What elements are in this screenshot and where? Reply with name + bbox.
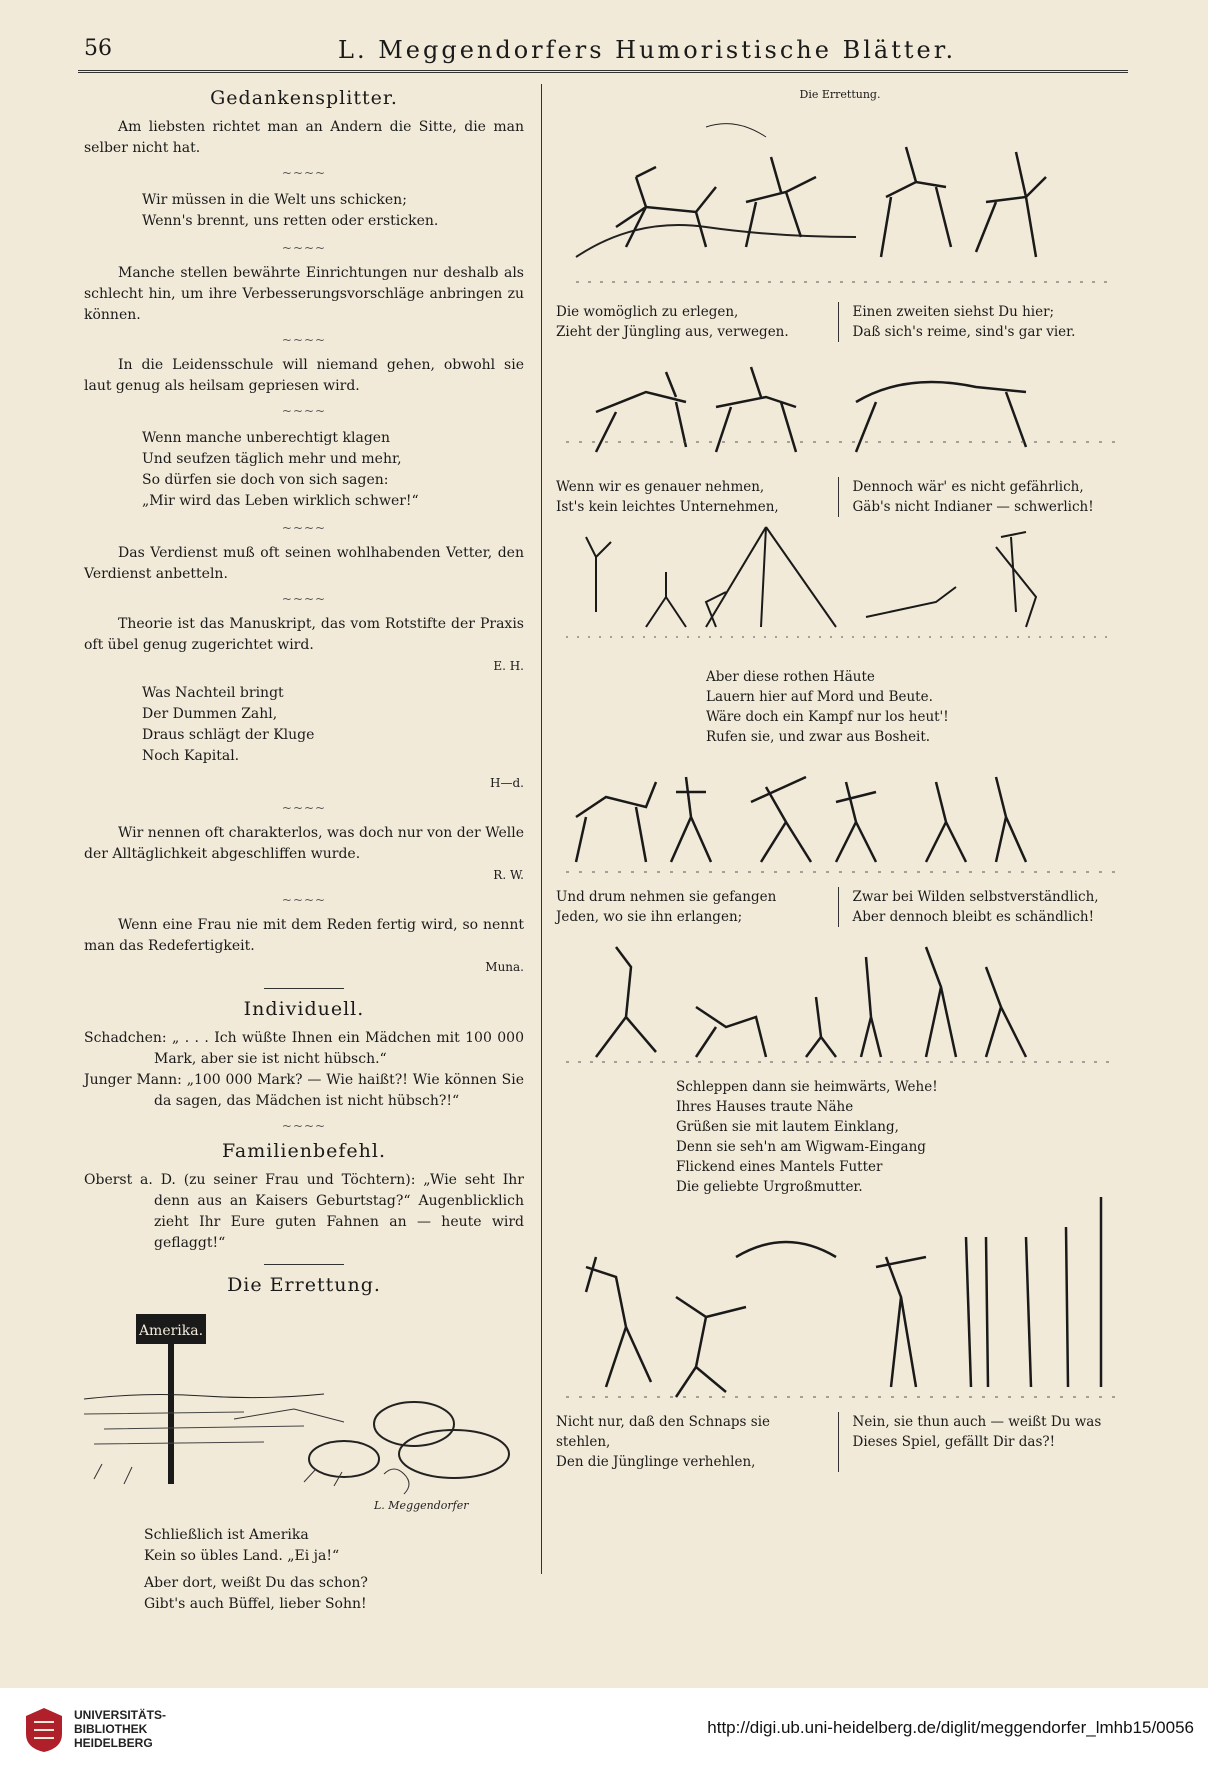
separator: ~~~~ <box>281 893 327 907</box>
separator: ~~~~ <box>281 404 327 418</box>
left-column <box>84 84 524 1621</box>
caption-line: Rufen sie, und zwar aus Bosheit. <box>706 729 931 745</box>
caption-line: Wäre doch ein Kampf nur los heut'! <box>706 709 949 725</box>
caption-line: Ihres Hauses traute Nähe <box>676 1099 854 1115</box>
source-url-link[interactable]: http://digi.ub.uni-heidelberg.de/diglit/meggendorfer_lmhb15/0056 <box>707 1718 1194 1737</box>
library-name-line: UNIVERSITÄTS- <box>74 1708 167 1722</box>
verse-line: „Mir wird das Leben wirklich schwer!“ <box>142 493 419 509</box>
caption-line: Daß sich's reime, sind's gar vier. <box>852 324 1076 340</box>
verse-line: Wenn's brennt, uns retten oder ersticken. <box>142 213 439 229</box>
separator: ~~~~ <box>281 333 327 347</box>
verse <box>142 683 524 767</box>
verse-line: Wenn manche unberechtigt klagen <box>142 430 391 446</box>
separator: ~~~~ <box>281 521 327 535</box>
author-sign: Muna. <box>485 960 524 974</box>
separator: ~~~~ <box>281 592 327 606</box>
verse-line: Aber dort, weißt Du das schon? <box>144 1575 368 1591</box>
aphorism: Wenn eine Frau nie mit dem Reden fertig wird, so nennt man das Redefertigkeit. <box>84 917 524 954</box>
caption-line: Und drum nehmen sie gefangen <box>556 889 777 905</box>
aphorism: Am liebsten richtet man an Andern die Sitte, die man selber nicht hat. <box>84 119 524 156</box>
verse <box>144 1525 524 1567</box>
verse-line: Der Dummen Zahl, <box>142 706 278 722</box>
section-title-gedankensplitter: Gedankensplitter. <box>210 87 398 109</box>
caption-row <box>556 302 1124 342</box>
section-rule <box>264 1264 344 1265</box>
author-sign: R. W. <box>493 868 524 882</box>
cartoon-panel-homecoming <box>556 927 1124 1077</box>
section-rule <box>264 988 344 989</box>
page-number: 56 <box>84 36 112 61</box>
cartoon-panel-hunt <box>556 342 1124 477</box>
caption-line: Die geliebte Urgroßmutter. <box>676 1179 863 1195</box>
verse-line: Was Nachteil bringt <box>142 685 284 701</box>
caption-line: Ist's kein leichtes Unternehmen, <box>556 499 779 515</box>
verse <box>142 190 524 232</box>
caption-line: Schleppen dann sie heimwärts, Wehe! <box>676 1079 938 1095</box>
separator: ~~~~ <box>281 1119 327 1133</box>
aphorism: Wir nennen oft charakterlos, was doch nur von der Welle der Alltäglichkeit abgeschliffen wurde. <box>84 825 524 862</box>
cartoon-panel-riders <box>556 107 1124 302</box>
caption-block <box>676 1077 1124 1197</box>
caption-line: Die womöglich zu erlegen, <box>556 304 739 320</box>
caption-row <box>556 1412 1124 1472</box>
caption-line: Aber diese rothen Häute <box>706 669 875 685</box>
caption-line: Dennoch wär' es nicht gefährlich, <box>852 479 1084 495</box>
amerika-illustration <box>84 1304 524 1519</box>
verse-line: Wir müssen in die Welt uns schicken; <box>142 192 407 208</box>
caption-block <box>706 667 1124 747</box>
dialog-line: Junger Mann: „100 000 Mark? — Wie haißt?! Wie können Sie da sagen, das Mädchen ist nicht hübsch?!“ <box>84 1072 524 1109</box>
library-name-line: BIBLIOTHEK <box>74 1722 148 1736</box>
aphorism: Theorie ist das Manuskript, das vom Rotstifte der Praxis oft übel genug zugerichtet wird. <box>84 616 524 653</box>
verse-line: Kein so übles Land. „Ei ja!“ <box>144 1548 340 1564</box>
running-title: L. Meggendorfers Humoristische Blätter. <box>338 36 957 64</box>
separator: ~~~~ <box>281 166 327 180</box>
library-name <box>74 1708 166 1750</box>
artist-signature: L. Meggendorfer <box>374 1499 469 1512</box>
separator: ~~~~ <box>281 241 327 255</box>
caption-line: Gäb's nicht Indianer — schwerlich! <box>852 499 1094 515</box>
verse <box>142 428 524 512</box>
caption-line: Grüßen sie mit lautem Einklang, <box>676 1119 899 1135</box>
caption-row <box>556 477 1124 517</box>
caption-line: Den die Jünglinge verhehlen, <box>556 1454 756 1470</box>
right-column <box>556 84 1124 1472</box>
cartoon-panel-capture <box>556 747 1124 887</box>
section-title-individuell: Individuell. <box>243 998 365 1020</box>
caption-line: Nicht nur, daß den Schnaps sie stehlen, <box>556 1414 771 1450</box>
caption-row <box>556 887 1124 927</box>
caption-line: Dieses Spiel, gefällt Dir das?! <box>852 1434 1056 1450</box>
verse-line: Draus schlägt der Kluge <box>142 727 315 743</box>
caption-line: Flickend eines Mantels Futter <box>676 1159 883 1175</box>
cartoon-panel-shootout <box>556 1197 1124 1412</box>
strip-title: Die Errettung. <box>799 88 881 101</box>
footer-bar <box>0 1688 1208 1772</box>
caption-line: Einen zweiten siehst Du hier; <box>852 304 1055 320</box>
separator: ~~~~ <box>281 801 327 815</box>
verse-line: Gibt's auch Büffel, lieber Sohn! <box>144 1596 367 1612</box>
caption-line: Wenn wir es genauer nehmen, <box>556 479 765 495</box>
aphorism: Manche stellen bewährte Einrichtungen nur deshalb als schlecht hin, um ihre Verbesserungsvorschläge anbringen zu können. <box>84 265 524 323</box>
author-sign: E. H. <box>493 659 524 673</box>
aphorism: In die Leidensschule will niemand gehen, obwohl sie laut genug als heilsam gepriesen wird. <box>84 357 524 394</box>
author-sign: H—d. <box>490 776 524 790</box>
library-logo-icon <box>22 1706 66 1754</box>
section-title-familienbefehl: Familienbefehl. <box>222 1140 386 1162</box>
caption-line: Zwar bei Wilden selbstverständlich, <box>852 889 1099 905</box>
column-divider <box>541 84 542 1574</box>
library-name-line: HEIDELBERG <box>74 1736 153 1750</box>
caption-line: Aber dennoch bleibt es schändlich! <box>852 909 1095 925</box>
verse-line: Und seufzen täglich mehr und mehr, <box>142 451 402 467</box>
dialog-line: Oberst a. D. (zu seiner Frau und Töchtern): „Wie seht Ihr denn aus an Kaisers Geburtstag?“ Augenblicklich zieht Ihr Eure guten Fahnen an — heute wird geflaggt!“ <box>84 1172 524 1251</box>
caption-line: Jeden, wo sie ihn erlangen; <box>556 909 743 925</box>
verse-line: Noch Kapital. <box>142 748 240 764</box>
verse <box>144 1573 524 1615</box>
caption-line: Denn sie seh'n am Wigwam-Eingang <box>676 1139 926 1155</box>
caption-line: Zieht der Jüngling aus, verwegen. <box>556 324 789 340</box>
aphorism: Das Verdienst muß oft seinen wohlhabenden Vetter, den Verdienst anbetteln. <box>84 545 524 582</box>
cartoon-panel-wigwam <box>556 517 1124 667</box>
verse-line: So dürfen sie doch von sich sagen: <box>142 472 389 488</box>
caption-line: Lauern hier auf Mord und Beute. <box>706 689 933 705</box>
page-header <box>78 30 1128 73</box>
amerika-sign-text: Amerika. <box>138 1323 204 1339</box>
section-title-errettung: Die Errettung. <box>227 1274 381 1296</box>
verse-line: Schließlich ist Amerika <box>144 1527 309 1543</box>
dialog-line: Schadchen: „ . . . Ich wüßte Ihnen ein Mädchen mit 100 000 Mark, aber sie ist nicht hübsch.“ <box>84 1030 524 1067</box>
caption-line: Nein, sie thun auch — weißt Du was <box>852 1414 1102 1430</box>
